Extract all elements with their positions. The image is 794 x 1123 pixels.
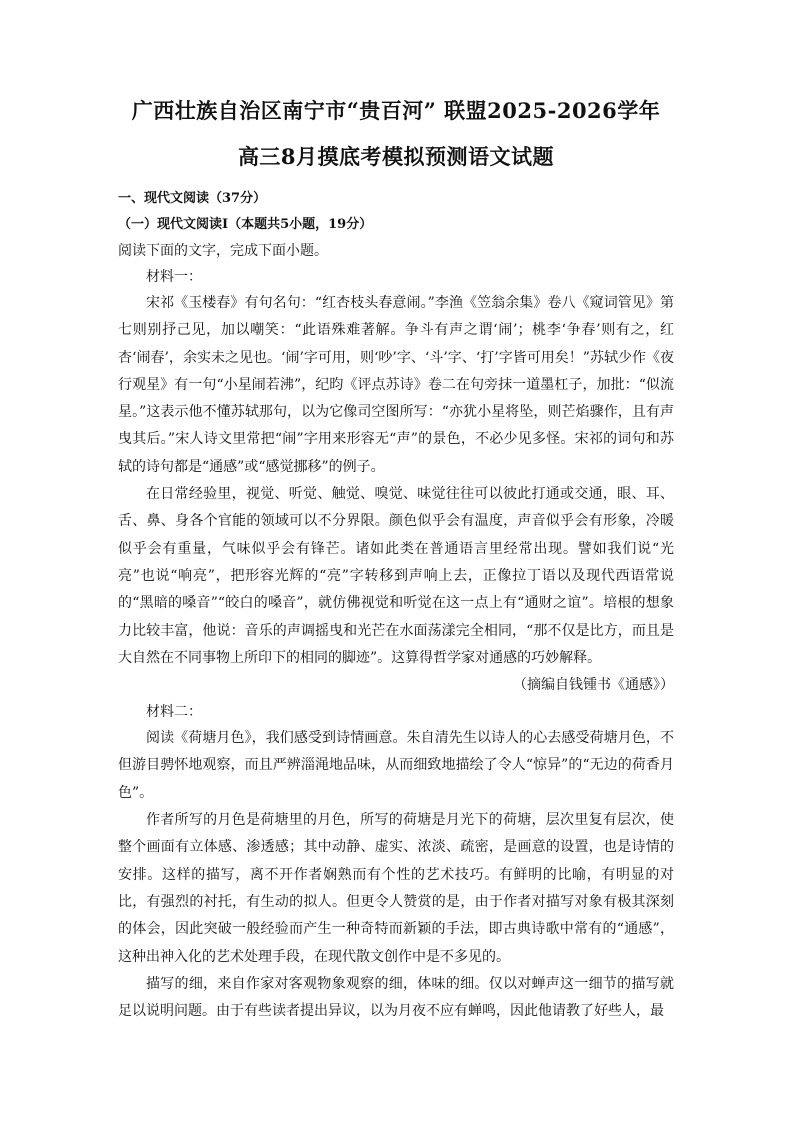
material-1-paragraph: 宋祁《玉楼春》有句名句：“红杏枝头春意闹。”李渔《笠翁余集》卷八《窥词管见》第七则别抒己见，加以嘲笑：“此语殊难著解。争斗有声之谓‘闹’；桃李‘争春’则有之，红杏‘闹春’，余实未之见也。‘闹’字可用，则‘吵’字、‘斗’字、‘打’字皆可用矣！”苏轼少作《夜行观星》有一句“小星闹若沸”，纪昀《评点苏诗》卷二在句旁抹一道墨杠子，加批：“似流星。”这表示他不懂苏轼那句，以为它像司空图所写：“亦犹小星将坠，则芒焰骤作，且有声曳其后。”宋人诗文里常把“闹”字用来形容无“声”的景色，不必少见多怪。宋祁的词句和苏轼的诗句都是“通感”或“感觉挪移”的例子。 [118, 295, 674, 475]
reading-instruction: 阅读下面的文字，完成下面小题。 [118, 243, 328, 259]
material-2-paragraph: 描写的细，来自作家对客观物象观察的细，体味的细。仅以对蝉声这一细节的描写就足以说明问题。由于有些读者提出异议，以为月夜不应有蝉鸣，因此他请教了好些人，最 [118, 975, 674, 1020]
exam-title-line-1: 广西壮族自治区南宁市“贵百河” 联盟2025-2026学年 [131, 98, 661, 123]
material-1-label: 材料一： [146, 269, 202, 285]
subsection-heading-reading-1: （一）现代文阅读Ⅰ（本题共5小题，19分） [118, 217, 373, 232]
material-2-paragraph: 作者所写的月色是荷塘里的月色，所写的荷塘是月光下的荷塘，层次里复有层次，使整个画面有立体感、渗透感；其中动静、虚实、浓淡、疏密，是画意的设置，也是诗情的安排。这样的描写，离不开作者娴熟而有个性的艺术技巧。有鲜明的比喻，有明显的对比，有强烈的衬托，有生动的拟人。但更令人赞赏的是，由于作者对描写对象有极其深刻的体会，因此突破一般经验而产生一种奇特而新颖的手法，即古典诗歌中常有的“通感”，这种出神入化的艺术处理手段，在现代散文创作中是不多见的。 [118, 812, 674, 965]
material-2-label: 材料二： [146, 704, 202, 721]
exam-title-line-2: 高三8月摸底考模拟预测语文试题 [237, 144, 555, 169]
material-1-source: （摘编自钱锺书《通感》） [513, 677, 674, 694]
material-1-paragraph: 在日常经验里，视觉、听觉、触觉、嗅觉、味觉往往可以彼此打通或交通，眼、耳、舌、鼻、身各个官能的领域可以不分界限。颜色似乎会有温度，声音似乎会有形象，冷暖似乎会有重量，气味似乎会有锋芒。诸如此类在普通语言里经常出现。譬如我们说“光亮”也说“响亮”，把形容光辉的“亮”字转移到声响上去，正像拉丁语以及现代西语常说的“黑暗的嗓音”“皎白的嗓音”，就仿佛视觉和听觉在这一点上有“通财之谊”。培根的想象力比较丰富，他说：音乐的声调摇曳和光芒在水面荡漾完全相同，“那不仅是比方，而且是大自然在不同事物上所印下的相同的脚迹”。这算得哲学家对通感的巧妙解释。 [118, 486, 674, 666]
section-heading-reading: 一、现代文阅读（37分） [118, 191, 267, 206]
material-2-paragraph: 阅读《荷塘月色》，我们感受到诗情画意。朱自清先生以诗人的心去感受荷塘月色，不但游目骋怀地观察，而且严辨淄渑地品味，从而细致地描绘了令人“惊异”的“无边的荷香月色”。 [118, 730, 674, 801]
